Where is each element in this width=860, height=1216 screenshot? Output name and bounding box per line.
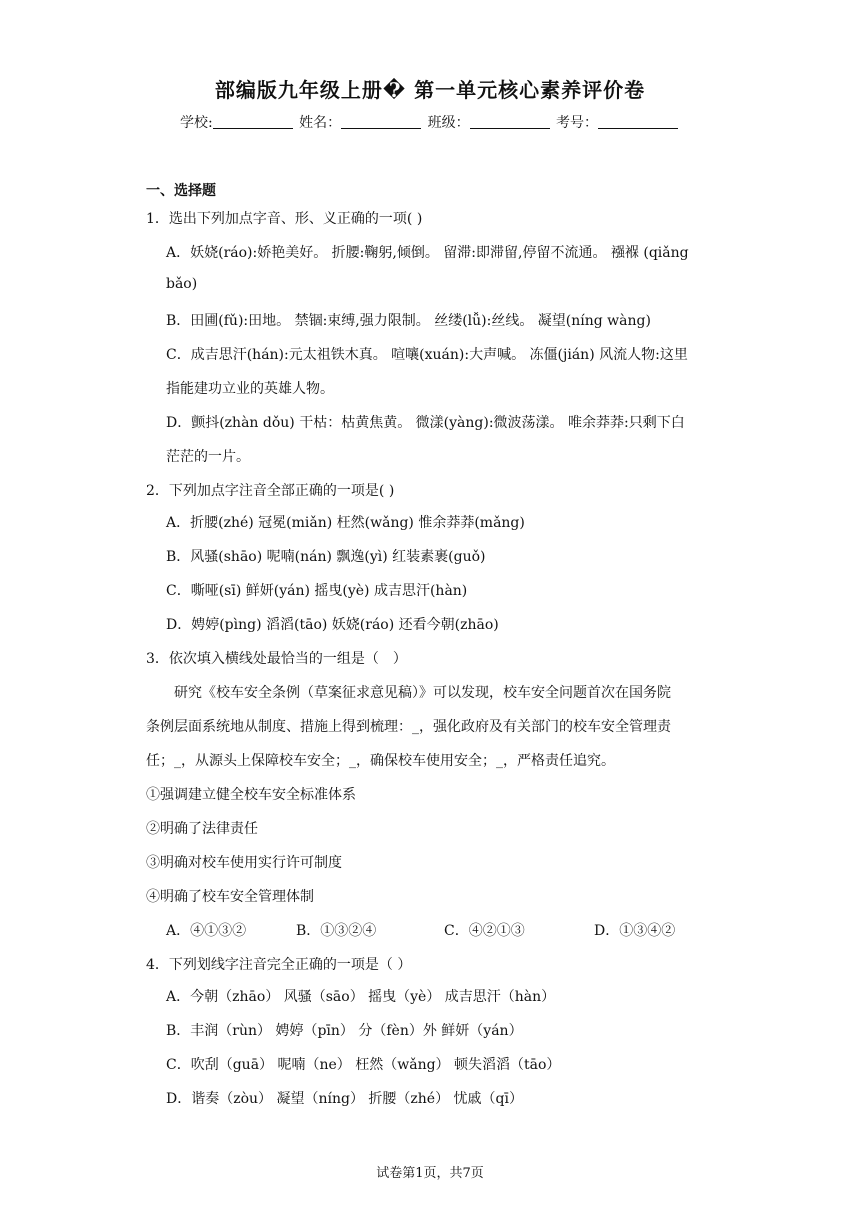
class-blank[interactable] (470, 114, 550, 129)
class-label: 班级： (427, 115, 470, 131)
q3-item-4: ④明确了校车安全管理体制 (146, 889, 314, 905)
q4-option-b: B．丰润（rùn） 娉婷（pīn） 分（fèn）外 鲜妍（yán） (166, 1023, 523, 1039)
name-label: 姓名： (299, 115, 342, 131)
q3-option-c: C．④②①③ (444, 923, 525, 939)
q1-option-c: C．成吉思汗(hán):元太祖铁木真。 喧嚷(xuán):大声喊。 冻僵(jián) 风流人物:这里 (166, 347, 688, 363)
q1-option-d-cont: 茫茫的一片。 (166, 449, 250, 465)
section-heading: 一、选择题 (146, 183, 216, 199)
q3-option-b: B．①③②④ (296, 923, 377, 939)
page-title: 部编版九年级上册� 第一单元核心素养评价卷 (214, 78, 646, 102)
school-blank[interactable] (213, 114, 293, 129)
q2-option-a: A．折腰(zhé) 冠冕(miǎn) 枉然(wǎng) 惟余莽莽(mǎng) (166, 515, 525, 531)
q3-option-d: D．①③④② (594, 923, 676, 939)
q1-option-a-cont: bǎo) (166, 276, 198, 292)
q1-option-d: D．颤抖(zhàn dǒu) 干枯：枯黄焦黄。 微漾(yàng):微波荡漾。 唯余莽莽:只剩下白 (166, 415, 685, 431)
q3-passage-line: 任；_，从源头上保障校车安全；_，确保校车使用安全；_，严格责任追究。 (146, 753, 615, 769)
q4-option-d: D．谐奏（zòu） 凝望（níng） 折腰（zhé） 忧戚（qī） (166, 1091, 523, 1107)
q4-stem: 4．下列划线字注音完全正确的一项是（ ） (146, 957, 412, 973)
q1-option-a: A．妖娆(ráo):娇艳美好。 折腰:鞠躬,倾倒。 留滞:即滞留,停留不流通。 襁褓 (qiǎng (166, 245, 689, 261)
q2-option-c: C．嘶哑(sī) 鲜妍(yán) 摇曳(yè) 成吉思汗(hàn) (166, 583, 468, 599)
name-blank[interactable] (341, 114, 421, 129)
exam-no-blank[interactable] (598, 114, 678, 129)
q4-option-c: C．吹刮（guā） 呢喃（ne） 枉然（wǎng） 顿失滔滔（tāo） (166, 1057, 561, 1073)
q2-stem: 2．下列加点字注音全部正确的一项是( ) (146, 483, 395, 499)
q1-option-c-cont: 指能建功立业的英雄人物。 (166, 381, 334, 397)
student-info-line (0, 112, 860, 132)
page-footer: 试卷第1页，共7页 (376, 1166, 484, 1181)
q3-item-2: ②明确了法律责任 (146, 821, 258, 837)
q2-option-d: D．娉婷(pìng) 滔滔(tāo) 妖娆(ráo) 还看今朝(zhāo) (166, 617, 499, 633)
q3-passage-line: 研究《校车安全条例（草案征求意见稿）》可以发现，校车安全问题首次在国务院 (174, 685, 671, 701)
q3-passage-line: 条例层面系统地从制度、措施上得到梳理：_，强化政府及有关部门的校车安全管理责 (146, 719, 671, 735)
q2-option-b: B．风骚(shāo) 呢喃(nán) 飘逸(yì) 红装素裹(guǒ) (166, 549, 486, 565)
q1-option-b: B．田圃(fǔ):田地。 禁锢:束缚,强力限制。 丝缕(lǚ):丝线。 凝望(níng wàng) (166, 313, 651, 329)
q3-option-a: A．④①③② (166, 923, 247, 939)
q1-stem: 1．选出下列加点字音、形、义正确的一项( ) (146, 211, 423, 227)
q3-item-3: ③明确对校车使用实行许可制度 (146, 855, 342, 871)
q4-option-a: A．今朝（zhāo） 风骚（sāo） 摇曳（yè） 成吉思汗（hàn） (166, 989, 556, 1005)
exam-no-label: 考号： (556, 115, 599, 131)
q3-item-1: ①强调建立健全校车安全标准体系 (146, 787, 356, 803)
school-label: 学校: (179, 115, 213, 131)
q3-stem: 3．依次填入横线处最恰当的一组是（ ） (146, 651, 407, 667)
